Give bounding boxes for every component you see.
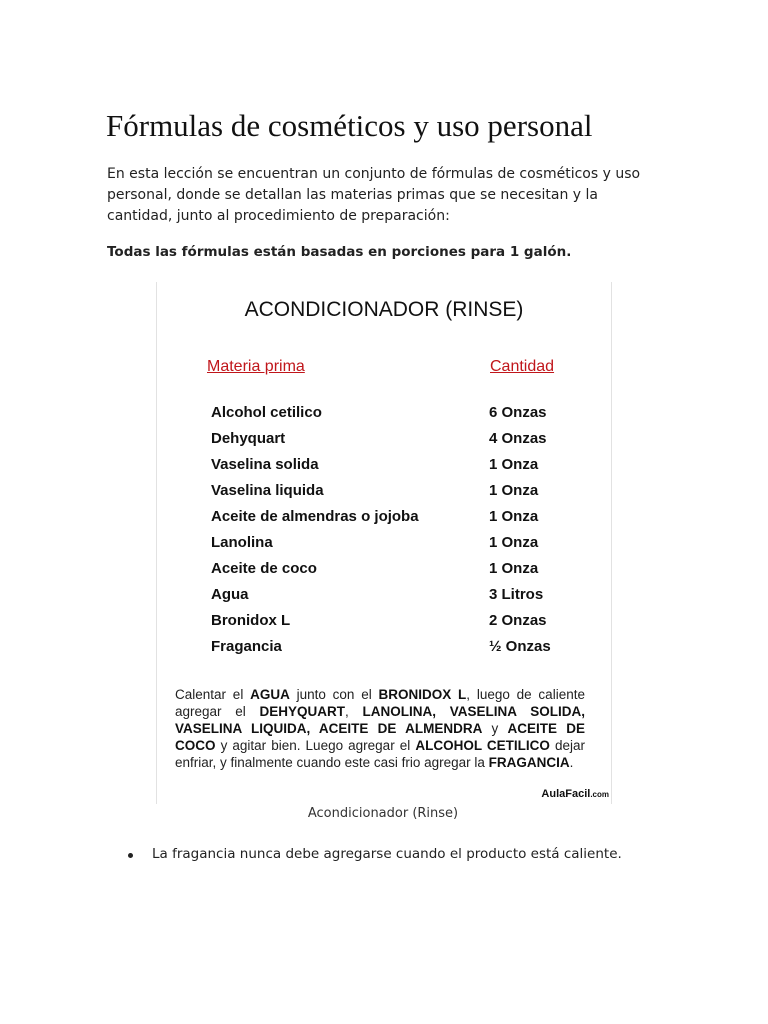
- ingredient-row: [157, 560, 611, 582]
- ingredient-quantity: ½ Onzas: [489, 638, 551, 655]
- figure-title: ACONDICIONADOR (RINSE): [244, 298, 524, 321]
- ingredient-quantity: 2 Onzas: [489, 612, 547, 629]
- procedure-segment: y agitar bien. Luego agregar el: [215, 738, 416, 753]
- ingredient-row: [157, 482, 611, 504]
- procedure-ingredient: BRONIDOX L: [378, 687, 467, 702]
- procedure-segment: .: [569, 755, 574, 770]
- header-material: Materia prima: [207, 358, 305, 375]
- ingredient-quantity: 1 Onza: [489, 560, 539, 577]
- page-title: Fórmulas de cosméticos y uso personal: [106, 108, 593, 143]
- ingredient-material: Aceite de coco: [211, 560, 317, 577]
- ingredient-row: [157, 430, 611, 452]
- procedure-ingredient: ALCOHOL CETILICO: [415, 738, 550, 753]
- ingredient-quantity: 1 Onza: [489, 534, 539, 551]
- ingredient-material: Vaselina solida: [211, 456, 319, 473]
- bullet-item: [128, 846, 622, 862]
- ingredient-quantity: 1 Onza: [489, 508, 539, 525]
- ingredient-quantity: 1 Onza: [489, 456, 539, 473]
- procedure-segment: y: [482, 721, 508, 736]
- ingredient-material: Agua: [211, 586, 249, 603]
- figure-caption: Acondicionador (Rinse): [307, 806, 459, 821]
- procedure-segment: dejar enfriar, y finalmente cuando este casi frio agregar la: [175, 738, 585, 770]
- ingredient-material: Vaselina liquida: [211, 482, 324, 499]
- ingredient-material: Fragancia: [211, 638, 282, 655]
- ingredient-material: Bronidox L: [211, 612, 291, 629]
- procedure-segment: junto con el: [289, 687, 379, 702]
- bullet-list: [128, 846, 622, 862]
- procedure-segment: ,: [345, 704, 363, 719]
- procedure-ingredient: FRAGANCIA: [488, 755, 570, 770]
- ingredient-material: Aceite de almendras o jojoba: [211, 508, 419, 525]
- ingredient-row: [157, 586, 611, 608]
- logo-domain: .com: [590, 790, 609, 799]
- procedure-segment: , luego de caliente agregar el: [175, 687, 585, 719]
- procedure-text: [175, 686, 585, 771]
- ingredient-quantity: 1 Onza: [489, 482, 539, 499]
- ingredient-material: Lanolina: [211, 534, 273, 551]
- ingredient-material: Dehyquart: [211, 430, 286, 447]
- formula-figure: [156, 282, 612, 804]
- aulafacil-logo: [541, 788, 609, 800]
- procedure-ingredient: DEHYQUART: [259, 704, 346, 719]
- bullet-dot-icon: [128, 853, 133, 858]
- procedure-ingredient: AGUA: [250, 687, 290, 702]
- ingredient-quantity: 6 Onzas: [489, 404, 547, 421]
- ingredient-row: [157, 612, 611, 634]
- procedure-ingredient: ACEITE DE COCO: [175, 721, 585, 753]
- procedure-ingredient: LANOLINA, VASELINA SOLIDA, VASELINA LIQUIDA, ACEITE DE ALMENDRA: [175, 704, 585, 736]
- logo-name: AulaFacil: [541, 788, 591, 800]
- gallon-note: Todas las fórmulas están basadas en porciones para 1 galón.: [107, 244, 572, 260]
- ingredient-quantity: 3 Litros: [489, 586, 544, 603]
- header-quantity: Cantidad: [490, 358, 555, 375]
- ingredient-row: [157, 534, 611, 556]
- ingredient-quantity: 4 Onzas: [489, 430, 547, 447]
- ingredient-row: [157, 456, 611, 478]
- ingredient-material: Alcohol cetilico: [211, 404, 322, 421]
- ingredient-row: [157, 404, 611, 426]
- ingredient-row: [157, 508, 611, 530]
- intro-paragraph: En esta lección se encuentran un conjunto de fórmulas de cosméticos y uso personal, donde se detallan las materias primas que se necesitan y la cantidad, junto al procedimiento de preparación:: [107, 166, 641, 224]
- bullet-text: La fragancia nunca debe agregarse cuando el producto está caliente.: [152, 846, 622, 862]
- procedure-segment: Calentar el: [175, 687, 251, 702]
- ingredient-row: [157, 638, 611, 660]
